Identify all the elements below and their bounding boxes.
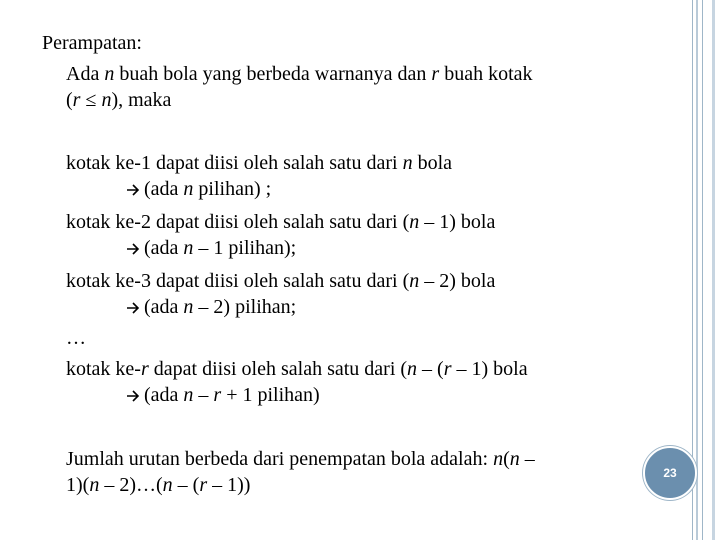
step-3-main: kotak ke-3 dapat diisi oleh salah satu dari (n – 2) bola <box>66 270 496 292</box>
decorative-rail <box>712 0 715 540</box>
page-number-badge <box>643 446 697 500</box>
total-line-2: 1)(n – 2)…(n – (r – 1)) <box>66 474 251 496</box>
step-2-sub: (ada n – 1 pilihan); <box>126 236 296 262</box>
decorative-rail <box>702 0 703 540</box>
decorative-rail <box>696 0 698 540</box>
right-arrow-icon <box>126 238 140 262</box>
intro-line-2: (r ≤ n), maka <box>66 89 172 111</box>
page-number: 23 <box>663 466 677 480</box>
step-3-sub: (ada n – 2) pilihan; <box>126 295 296 321</box>
intro-line-1: Ada n buah bola yang berbeda warnanya dan r buah kotak <box>66 63 533 85</box>
ellipsis: … <box>66 327 86 349</box>
step-1-sub: (ada n pilihan) ; <box>126 177 271 203</box>
slide-heading: Perampatan: <box>42 32 142 54</box>
right-arrow-icon <box>126 179 140 203</box>
step-1-main: kotak ke-1 dapat diisi oleh salah satu dari n bola <box>66 152 453 174</box>
last-step-sub: (ada n – r + 1 pilihan) <box>126 383 320 409</box>
step-2-main: kotak ke-2 dapat diisi oleh salah satu dari (n – 1) bola <box>66 211 496 233</box>
last-step-main: kotak ke-r dapat diisi oleh salah satu dari (n – (r – 1) bola <box>66 358 528 380</box>
right-arrow-icon <box>126 385 140 409</box>
right-arrow-icon <box>126 297 140 321</box>
total-line-1: Jumlah urutan berbeda dari penempatan bola adalah: n(n – <box>66 448 535 470</box>
